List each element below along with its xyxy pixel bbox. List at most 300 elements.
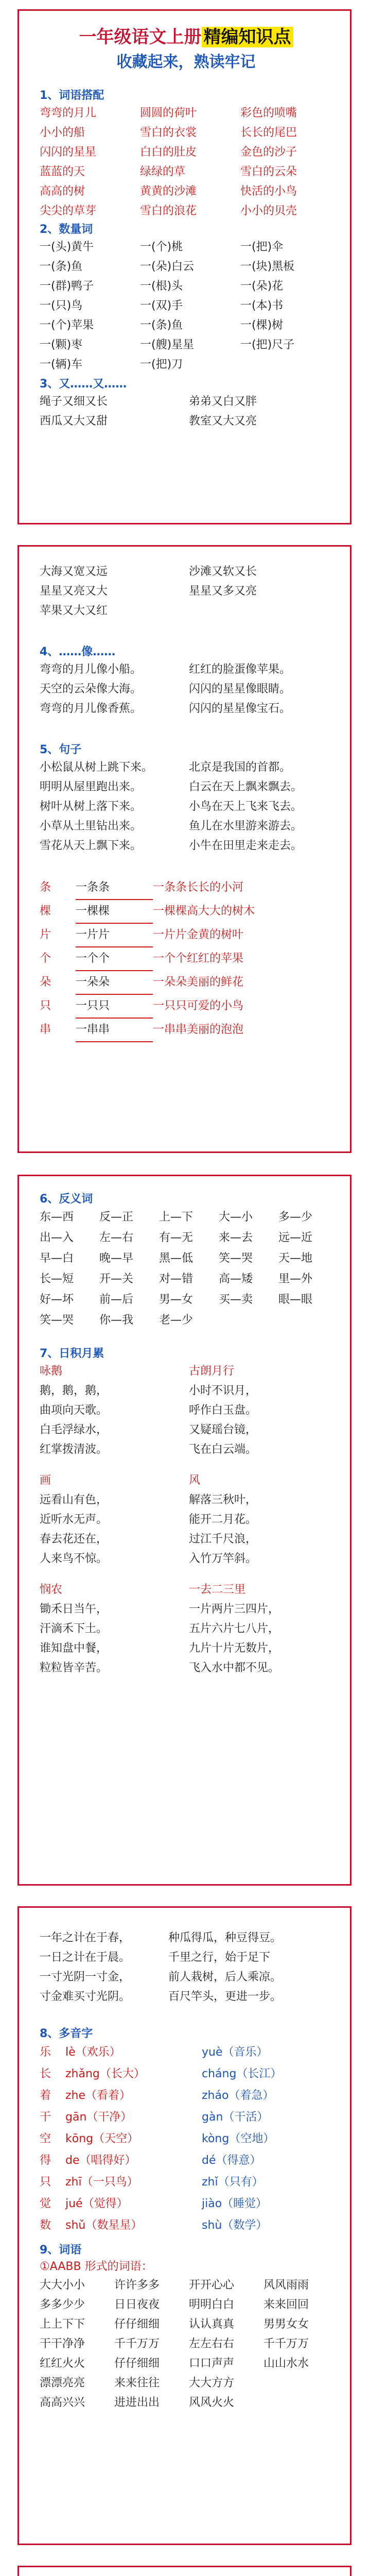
table-cell: 高—矮 bbox=[219, 1273, 253, 1285]
table-row bbox=[40, 1290, 338, 1310]
table-row bbox=[40, 699, 338, 719]
poem-line-row bbox=[40, 1490, 338, 1510]
poem-title: 悯农 bbox=[40, 1583, 63, 1596]
table-cell: 大海又宽又远 bbox=[40, 565, 108, 578]
table-row bbox=[40, 2295, 338, 2315]
table-cell: 对—错 bbox=[159, 1273, 193, 1285]
table-cell: 干 bbox=[40, 2111, 51, 2124]
table-cell: 绳子又细又长 bbox=[40, 395, 108, 408]
table-row bbox=[40, 412, 338, 431]
poem-title: 咏鹅 bbox=[40, 1365, 63, 1378]
table-cell: 左—右 bbox=[99, 1231, 134, 1244]
table-cell: 黑—低 bbox=[159, 1252, 193, 1265]
table-row bbox=[40, 162, 338, 182]
table-cell: 圆圆的荷叶 bbox=[140, 107, 197, 120]
table-row bbox=[40, 392, 338, 412]
section-sentences bbox=[40, 742, 338, 856]
table-cell: 个 bbox=[40, 952, 51, 965]
table-cell: 快活的小鸟 bbox=[240, 185, 297, 198]
poem-line: 锄禾日当午， bbox=[40, 1603, 108, 1616]
table-cell: zhe（看着） bbox=[65, 2089, 131, 2102]
table-cell: 漂漂亮亮 bbox=[40, 2377, 85, 2389]
table-row bbox=[40, 2215, 338, 2236]
table-row bbox=[40, 777, 338, 797]
table-cell bbox=[278, 1310, 338, 1331]
table-cell: 反—正 bbox=[99, 1211, 134, 1224]
poem-line: 呼作白玉盘。 bbox=[189, 1404, 257, 1417]
table-cell: 一条条长长的小河 bbox=[153, 881, 244, 894]
table-cell: jiào（睡觉） bbox=[202, 2197, 268, 2210]
poem-line: 粒粒皆辛苦。 bbox=[40, 1662, 108, 1674]
table-cell: 小草从土里钻出来。 bbox=[40, 820, 142, 833]
table-cell: 一棵棵 bbox=[76, 900, 153, 924]
table-row bbox=[40, 601, 338, 621]
simile-table bbox=[40, 660, 338, 719]
reduplication-table bbox=[40, 876, 338, 1042]
table-cell: 一棵棵高大大的树木 bbox=[153, 905, 255, 918]
table-cell: 闪闪的星星 bbox=[40, 146, 97, 159]
table-cell: 高高兴兴 bbox=[40, 2396, 85, 2409]
card-2 bbox=[17, 545, 351, 1153]
table-cell: 风风雨雨 bbox=[263, 2279, 309, 2292]
table-cell: zháo（着急） bbox=[202, 2089, 274, 2102]
table-cell: 一(把)刀 bbox=[140, 358, 183, 371]
aabb-label: ①AABB 形式的词语： bbox=[40, 2260, 153, 2273]
table-cell: 一片片金黄的树叶 bbox=[153, 928, 244, 941]
table-row bbox=[40, 900, 338, 924]
table-cell: 数 bbox=[40, 2219, 51, 2232]
card-3 bbox=[17, 1175, 351, 1886]
table-cell: 星星又亮又大 bbox=[40, 585, 108, 598]
table-cell: 一(本)书 bbox=[240, 299, 284, 312]
table-cell: 雪白的衣裳 bbox=[140, 126, 197, 139]
section-reduplication bbox=[40, 876, 338, 1042]
table-cell: 大大小小 bbox=[40, 2279, 85, 2292]
table-cell: 仔仔细细 bbox=[114, 2357, 160, 2370]
table-cell: 千千万万 bbox=[263, 2337, 309, 2350]
table-row bbox=[40, 2128, 338, 2150]
table-cell: 白云在天上飘来飘去。 bbox=[189, 781, 303, 793]
page-subtitle: 收藏起来，熟读牢记 bbox=[116, 53, 256, 71]
section-you-you bbox=[40, 377, 338, 431]
polyphone-table bbox=[40, 2042, 338, 2236]
table-cell: 一(朵)花 bbox=[240, 280, 284, 293]
table-cell: 种瓜得瓜，种豆得豆。 bbox=[168, 1931, 282, 1944]
table-cell: cháng（长江） bbox=[202, 2067, 282, 2080]
table-cell: 朵 bbox=[40, 976, 51, 989]
table-cell: 黄黄的沙滩 bbox=[140, 185, 197, 198]
table-cell: 笑—哭 bbox=[219, 1252, 253, 1265]
poem-title: 画 bbox=[40, 1474, 51, 1487]
table-row bbox=[40, 660, 338, 680]
table-cell: 一(群)鸭子 bbox=[40, 280, 94, 293]
poem-line: 九片十片无数片， bbox=[189, 1642, 280, 1655]
table-cell: 认认真真 bbox=[189, 2318, 235, 2331]
poem-line: 白毛浮绿水， bbox=[40, 1423, 108, 1436]
table-cell: 开—关 bbox=[99, 1273, 134, 1285]
table-cell: kōng（天空） bbox=[65, 2132, 139, 2145]
table-row bbox=[40, 680, 338, 699]
table-row bbox=[40, 1019, 338, 1042]
table-cell: 上上下下 bbox=[40, 2318, 85, 2331]
table-cell: 一串串 bbox=[76, 1019, 153, 1042]
card-1 bbox=[17, 9, 351, 524]
table-cell: 口口声声 bbox=[189, 2357, 235, 2370]
poem-line-row bbox=[40, 1381, 338, 1401]
table-cell: 笑—哭 bbox=[40, 1314, 74, 1327]
table-cell: 男男女女 bbox=[263, 2318, 309, 2331]
table-row bbox=[40, 1948, 338, 1968]
table-cell: 只 bbox=[40, 2176, 51, 2189]
table-cell: 雪花从天上飘下来。 bbox=[40, 839, 142, 852]
table-row bbox=[40, 1269, 338, 1290]
table-cell: 绿绿的草 bbox=[140, 165, 186, 178]
section-poems bbox=[40, 1346, 338, 1689]
table-cell: 一(艘)星星 bbox=[140, 338, 195, 351]
table-row bbox=[40, 1228, 338, 1248]
table-cell: 好—坏 bbox=[40, 1293, 74, 1306]
table-cell: 弯弯的月儿像香蕉。 bbox=[40, 702, 142, 715]
table-cell: 只 bbox=[40, 999, 51, 1012]
table-cell: kòng（空地） bbox=[202, 2132, 275, 2145]
table-cell: 一(条)鱼 bbox=[140, 319, 183, 332]
poem-line: 汗滴禾下土。 bbox=[40, 1622, 108, 1635]
table-cell: 长—短 bbox=[40, 1273, 74, 1285]
section-you-you-cont bbox=[40, 562, 338, 621]
table-row bbox=[40, 1207, 338, 1228]
poem-line-row bbox=[40, 1510, 338, 1530]
table-cell: 闪闪的星星像宝石。 bbox=[189, 702, 291, 715]
you-you-table-cont bbox=[40, 562, 338, 621]
table-cell: 出—入 bbox=[40, 1231, 74, 1244]
section-heading: 2、数量词 bbox=[40, 223, 93, 236]
table-cell: 有—无 bbox=[159, 1231, 193, 1244]
table-cell: 一个个 bbox=[76, 947, 153, 971]
table-cell: 一串串美丽的泡泡 bbox=[153, 1023, 244, 1036]
table-cell: 一(双)手 bbox=[140, 299, 183, 312]
table-cell: 远—近 bbox=[278, 1231, 313, 1244]
table-cell: shǔ（数星星） bbox=[65, 2219, 143, 2232]
table-cell: 眼—眼 bbox=[278, 1293, 313, 1306]
table-cell: zhī（一只鸟） bbox=[65, 2176, 138, 2189]
table-cell: 白白的肚皮 bbox=[140, 146, 197, 159]
antonym-table bbox=[40, 1207, 338, 1331]
table-cell: 鱼儿在水里游来游去。 bbox=[189, 820, 303, 833]
table-cell: 前—后 bbox=[99, 1293, 134, 1306]
table-cell: 前人栽树，后人乘凉。 bbox=[168, 1971, 282, 1984]
table-cell: 一(颗)枣 bbox=[40, 338, 83, 351]
poem-group bbox=[40, 1580, 338, 1678]
page-title: 一年级语文上册 精编知识点 bbox=[19, 25, 353, 49]
table-cell: 红红的脸蛋像苹果。 bbox=[189, 663, 291, 676]
table-cell: 风风火火 bbox=[189, 2396, 235, 2409]
poem-line-row bbox=[40, 1600, 338, 1619]
table-cell: 许许多多 bbox=[114, 2279, 160, 2292]
table-cell: gàn（干活） bbox=[202, 2111, 269, 2124]
table-cell: 长 bbox=[40, 2067, 51, 2080]
table-cell: 乐 bbox=[40, 2046, 51, 2059]
table-cell: 里—外 bbox=[278, 1273, 313, 1285]
table-cell: 明明白白 bbox=[189, 2298, 235, 2311]
sentence-table bbox=[40, 758, 338, 856]
table-cell: shù（数学） bbox=[202, 2219, 268, 2232]
table-row bbox=[40, 876, 338, 900]
table-cell: 干干净净 bbox=[40, 2337, 85, 2350]
table-cell: yuè（音乐） bbox=[202, 2046, 268, 2059]
section-idioms bbox=[40, 2243, 338, 2413]
table-cell: 小小的船 bbox=[40, 126, 85, 139]
section-heading: 6、反义词 bbox=[40, 1193, 93, 1206]
poem-title-row bbox=[40, 1471, 338, 1490]
table-cell: 左左右右 bbox=[189, 2337, 235, 2350]
card-5 bbox=[17, 2566, 351, 2576]
table-cell: 多—少 bbox=[278, 1211, 313, 1224]
table-cell: zhǐ（只有） bbox=[202, 2176, 263, 2189]
poem-line: 入竹万竿斜。 bbox=[189, 1552, 257, 1565]
table-cell: 长长的尾巴 bbox=[240, 126, 297, 139]
table-row bbox=[40, 2334, 338, 2354]
poem-line: 又疑瑶台镜， bbox=[189, 1423, 257, 1436]
poem-line: 曲项向天歌。 bbox=[40, 1404, 108, 1417]
section-polyphones bbox=[40, 2026, 338, 2236]
table-row bbox=[40, 316, 338, 335]
table-row bbox=[40, 355, 338, 375]
poem-group bbox=[40, 1362, 338, 1460]
table-cell: 一片片 bbox=[76, 924, 153, 947]
table-cell: 百尺竿头，更进一步。 bbox=[168, 1990, 282, 2003]
table-cell: 进进出出 bbox=[114, 2396, 160, 2409]
table-row bbox=[40, 2085, 338, 2107]
table-cell: 山山水水 bbox=[263, 2357, 309, 2370]
aabb-table bbox=[40, 2276, 338, 2413]
table-row bbox=[40, 143, 338, 162]
table-cell: 大大方方 bbox=[189, 2377, 235, 2389]
table-row bbox=[40, 201, 338, 221]
table-cell: 寸金难买寸光阴。 bbox=[40, 1990, 131, 2003]
table-cell: 着 bbox=[40, 2089, 51, 2102]
table-row bbox=[40, 296, 338, 316]
table-cell: 北京是我国的首都。 bbox=[189, 761, 291, 774]
poem-line: 一片两片三四片， bbox=[189, 1603, 280, 1616]
table-cell: 小松鼠从树上跳下来。 bbox=[40, 761, 153, 774]
table-cell: 一(把)尺子 bbox=[240, 338, 295, 351]
poem-title: 一去二三里 bbox=[189, 1583, 246, 1596]
table-cell: 一(辆)车 bbox=[40, 358, 83, 371]
table-cell: gān（干净） bbox=[65, 2111, 132, 2124]
title-highlight: 精编知识点 bbox=[202, 27, 293, 47]
table-cell: 一(个)苹果 bbox=[40, 319, 94, 332]
poem-line: 鹅，鹅，鹅， bbox=[40, 1384, 108, 1397]
section-heading: 3、又……又…… bbox=[40, 378, 127, 391]
table-cell: 一(棵)树 bbox=[240, 319, 284, 332]
table-cell: 明明从屋里跑出来。 bbox=[40, 781, 142, 793]
table-row bbox=[40, 995, 338, 1019]
table-cell: 一朵朵 bbox=[76, 971, 153, 995]
poem-group bbox=[40, 1471, 338, 1569]
table-cell: 弯弯的月儿 bbox=[40, 107, 97, 120]
table-cell: 一只只可爱的小鸟 bbox=[153, 999, 244, 1012]
table-cell: 买—卖 bbox=[219, 1293, 253, 1306]
table-cell bbox=[240, 355, 338, 375]
table-cell: 树叶从树上落下来。 bbox=[40, 800, 142, 813]
table-cell: 一只只 bbox=[76, 995, 153, 1019]
table-row bbox=[40, 2393, 338, 2413]
poem-line: 小时不识月， bbox=[189, 1384, 257, 1397]
table-cell: 千里之行，始于足下 bbox=[168, 1951, 271, 1964]
table-cell bbox=[189, 601, 338, 621]
table-row bbox=[40, 2315, 338, 2334]
table-cell: zhǎng（长大） bbox=[65, 2067, 145, 2080]
poem-line-row bbox=[40, 1658, 338, 1678]
table-cell: 小小的贝壳 bbox=[240, 205, 297, 217]
table-row bbox=[40, 123, 338, 143]
section-heading: 7、日积月累 bbox=[40, 1347, 104, 1360]
table-row bbox=[40, 1310, 338, 1331]
table-row bbox=[40, 182, 338, 201]
table-cell bbox=[263, 2374, 338, 2393]
table-row bbox=[40, 971, 338, 995]
table-cell: 一寸光阴一寸金， bbox=[40, 1971, 131, 1984]
table-cell: 千千万万 bbox=[114, 2337, 160, 2350]
table-cell bbox=[263, 2393, 338, 2413]
you-you-table bbox=[40, 392, 338, 431]
poem-title-row bbox=[40, 1580, 338, 1600]
table-cell: lè（欢乐） bbox=[65, 2046, 121, 2059]
poem-line: 人来鸟不惊。 bbox=[40, 1552, 108, 1565]
table-cell: 小鸟在天上飞来飞去。 bbox=[189, 800, 303, 813]
table-cell: 一年之计在于春， bbox=[40, 1931, 131, 1944]
table-cell: 多多少少 bbox=[40, 2298, 85, 2311]
measure-word-table bbox=[40, 238, 338, 375]
poem-line-row bbox=[40, 1420, 338, 1440]
table-cell: 来—去 bbox=[219, 1231, 253, 1244]
table-cell: 尖尖的草芽 bbox=[40, 205, 97, 217]
table-row bbox=[40, 758, 338, 777]
table-row bbox=[40, 1928, 338, 1948]
poem-title: 古朗月行 bbox=[189, 1365, 235, 1378]
table-cell: 高高的树 bbox=[40, 185, 85, 198]
table-cell: 一朵朵美丽的鲜花 bbox=[153, 976, 244, 989]
table-row bbox=[40, 104, 338, 123]
poem-title-row bbox=[40, 1362, 338, 1381]
table-cell: 上—下 bbox=[159, 1211, 193, 1224]
section-heading: 5、句子 bbox=[40, 743, 82, 756]
poem-line-row bbox=[40, 1530, 338, 1549]
section-measure-words bbox=[40, 222, 338, 375]
poem-title: 风 bbox=[189, 1474, 201, 1487]
table-row bbox=[40, 2193, 338, 2215]
table-cell: 一(块)黑板 bbox=[240, 260, 295, 273]
table-cell: 一(朵)白云 bbox=[140, 260, 195, 273]
table-cell: 天—地 bbox=[278, 1252, 313, 1265]
table-row bbox=[40, 335, 338, 355]
table-cell: dé（得意） bbox=[202, 2154, 261, 2167]
table-cell: 一(条)鱼 bbox=[40, 260, 83, 273]
table-cell: 大—小 bbox=[219, 1211, 253, 1224]
section-proverbs bbox=[40, 1928, 338, 2007]
poem-groups bbox=[40, 1362, 338, 1678]
poem-line: 近听水无声。 bbox=[40, 1513, 108, 1526]
poem-line: 谁知盘中餐， bbox=[40, 1642, 108, 1655]
table-cell: 雪白的浪花 bbox=[140, 205, 197, 217]
section-xiang bbox=[40, 645, 338, 719]
section-heading: 8、多音字 bbox=[40, 2027, 93, 2040]
table-cell: 沙滩又软又长 bbox=[189, 565, 257, 578]
table-cell: 男—女 bbox=[159, 1293, 193, 1306]
table-row bbox=[40, 257, 338, 277]
poem-line: 飞在白云端。 bbox=[189, 1443, 257, 1456]
table-row bbox=[40, 817, 338, 836]
table-row bbox=[40, 2354, 338, 2374]
table-cell: 闪闪的星星像眼睛。 bbox=[189, 683, 291, 696]
table-cell: 仔仔细细 bbox=[114, 2318, 160, 2331]
table-row bbox=[40, 2042, 338, 2063]
table-row bbox=[40, 2150, 338, 2172]
table-cell bbox=[219, 1310, 278, 1331]
table-row bbox=[40, 238, 338, 257]
table-cell: 雪白的云朵 bbox=[240, 165, 297, 178]
table-row bbox=[40, 562, 338, 582]
proverb-table bbox=[40, 1928, 338, 2007]
table-cell: 一(把)伞 bbox=[240, 241, 284, 253]
table-cell: 红红火火 bbox=[40, 2357, 85, 2370]
table-cell: 弯弯的月儿像小船。 bbox=[40, 663, 142, 676]
poem-line: 能开二月花。 bbox=[189, 1513, 257, 1526]
table-cell: 一条条 bbox=[76, 876, 153, 900]
table-row bbox=[40, 2107, 338, 2128]
table-row bbox=[40, 277, 338, 296]
poem-line: 飞入水中都不见。 bbox=[189, 1662, 280, 1674]
table-cell: 彩色的喷嘴 bbox=[240, 107, 297, 120]
table-cell: 一(头)黄牛 bbox=[40, 241, 94, 253]
table-cell: 串 bbox=[40, 1023, 51, 1036]
table-cell: 片 bbox=[40, 928, 51, 941]
table-cell: 来来往往 bbox=[114, 2377, 160, 2389]
table-cell: 星星又多又亮 bbox=[189, 585, 257, 598]
table-cell: 开开心心 bbox=[189, 2279, 235, 2292]
section-heading: 9、词语 bbox=[40, 2244, 82, 2257]
table-row bbox=[40, 797, 338, 817]
table-row bbox=[40, 836, 338, 856]
table-cell: 一(只)鸟 bbox=[40, 299, 83, 312]
card-4 bbox=[17, 1906, 351, 2545]
table-row bbox=[40, 2276, 338, 2295]
table-cell: 天空的云朵像大海。 bbox=[40, 683, 142, 696]
table-cell: 一(根)头 bbox=[140, 280, 183, 293]
table-cell: 一日之计在于晨。 bbox=[40, 1951, 131, 1964]
section-heading: 1、词语搭配 bbox=[40, 89, 104, 102]
table-cell: 苹果又大又红 bbox=[40, 604, 108, 617]
word-pair-table bbox=[40, 104, 338, 221]
table-cell: 空 bbox=[40, 2132, 51, 2145]
section-word-pairs bbox=[40, 88, 338, 221]
table-cell: 来来回回 bbox=[263, 2298, 309, 2311]
poem-line: 解落三秋叶， bbox=[189, 1494, 257, 1506]
table-cell: 棵 bbox=[40, 905, 51, 918]
table-cell: 你—我 bbox=[99, 1314, 134, 1327]
table-cell: de（唱得好） bbox=[65, 2154, 136, 2167]
table-cell: 早—白 bbox=[40, 1252, 74, 1265]
poem-line-row bbox=[40, 1639, 338, 1658]
table-cell: 蓝蓝的天 bbox=[40, 165, 85, 178]
table-row bbox=[40, 1987, 338, 2007]
table-cell: 西瓜又大又甜 bbox=[40, 415, 108, 428]
table-cell: 老—少 bbox=[159, 1314, 193, 1327]
table-cell: 一个个红红的苹果 bbox=[153, 952, 244, 965]
poem-line: 五片六片七八片， bbox=[189, 1622, 280, 1635]
table-cell: 一(个)桃 bbox=[140, 241, 183, 253]
table-cell: 条 bbox=[40, 881, 51, 894]
